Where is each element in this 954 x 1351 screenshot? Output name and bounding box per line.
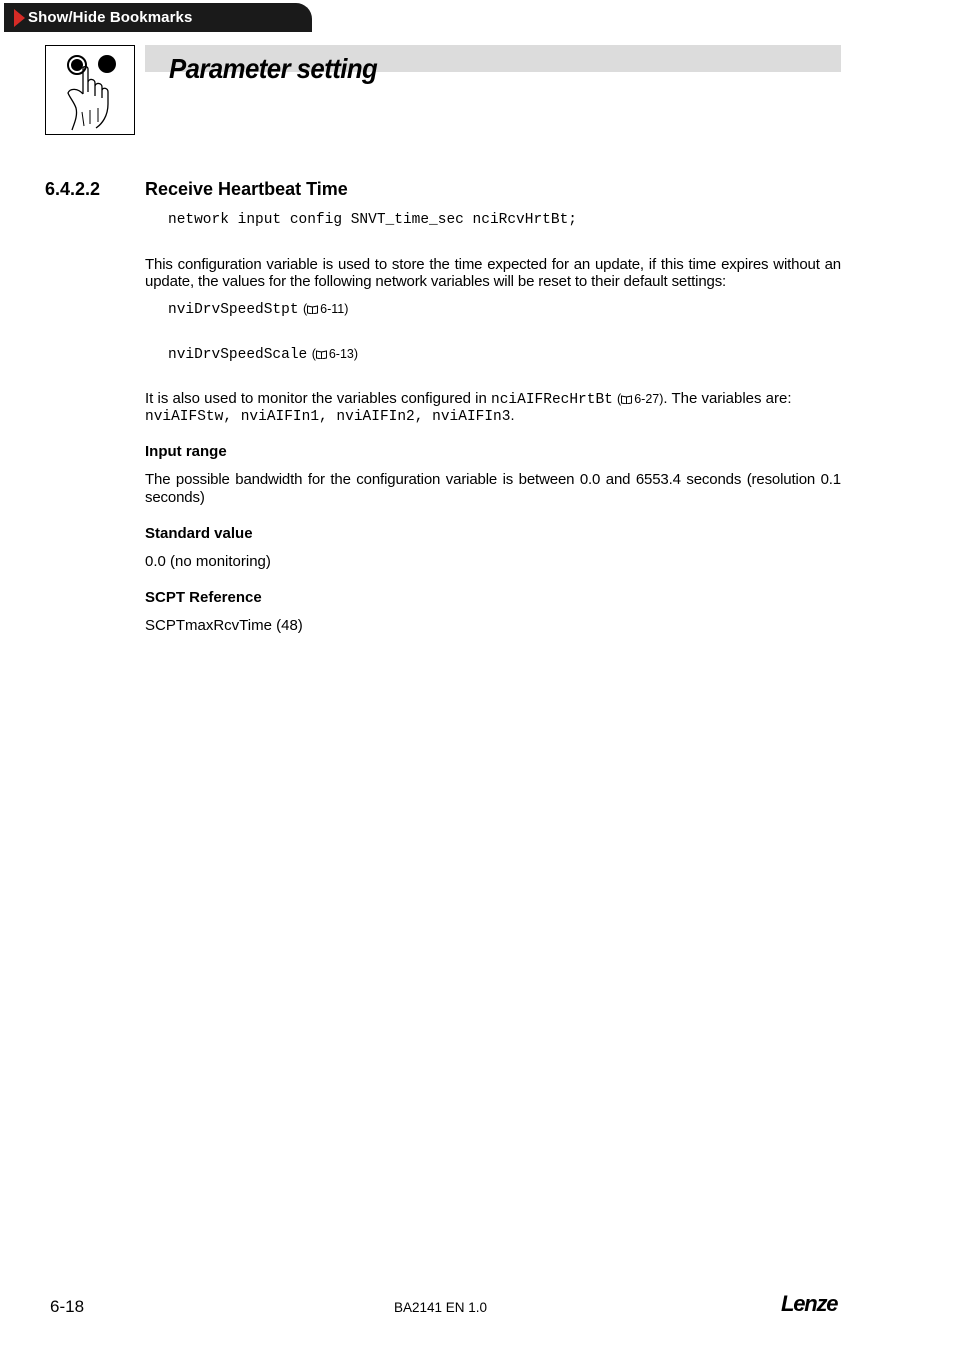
document-id: BA2141 EN 1.0 xyxy=(394,1300,488,1315)
variable-name: nciAIFRecHrtBt xyxy=(491,392,613,408)
book-icon xyxy=(307,305,318,314)
input-range-text: The possible bandwidth for the configuration variable is between 0.0 and 6553.4 seconds (resolution 0.1 seconds) xyxy=(145,471,841,506)
page-number: 6-18 xyxy=(50,1297,85,1316)
section-title: Receive Heartbeat Time xyxy=(145,179,348,199)
variable-name: nviDrvSpeedStpt xyxy=(168,302,299,318)
page-reference-link[interactable]: ( 6-11) xyxy=(302,302,349,316)
show-hide-bookmarks-button[interactable] xyxy=(4,3,312,32)
standard-value-heading: Standard value xyxy=(145,525,253,542)
standard-value-text: 0.0 (no monitoring) xyxy=(145,553,271,570)
book-icon xyxy=(621,395,632,404)
section-number: 6.4.2.2 xyxy=(45,179,101,199)
declaration-code: network input config SNVT_time_sec nciRcvHrtBt; xyxy=(168,212,577,228)
hand-pressing-buttons-icon xyxy=(45,45,135,135)
scpt-reference-text: SCPTmaxRcvTime (48) xyxy=(145,617,303,634)
book-icon xyxy=(316,350,327,359)
page-reference-link[interactable]: ( 6-13) xyxy=(311,347,359,361)
page-title: Parameter setting xyxy=(169,53,378,84)
monitored-variables: nviAIFStw, nviAIFIn1, nviAIFIn2, nviAIFIn3. xyxy=(145,408,515,425)
triangle-right-icon xyxy=(14,9,25,27)
intro-paragraph: This configuration variable is used to store the time expected for an update, if this time expires without an update, the values for the following network variables will be reset to their default settings: xyxy=(145,256,841,290)
input-range-heading: Input range xyxy=(145,443,227,460)
page-reference-link[interactable]: ( 6-27) xyxy=(617,392,664,406)
variable-name: nviDrvSpeedScale xyxy=(168,347,308,363)
scpt-reference-heading: SCPT Reference xyxy=(145,589,262,606)
list-item xyxy=(168,345,358,363)
list-item xyxy=(168,300,348,318)
brand-logo: Lenze xyxy=(781,1291,838,1316)
bookmarks-label: Show/Hide Bookmarks xyxy=(28,9,193,26)
monitor-paragraph: It is also used to monitor the variables configured in nciAIFRecHrtBt ( 6-27). The variables are: xyxy=(145,390,792,408)
